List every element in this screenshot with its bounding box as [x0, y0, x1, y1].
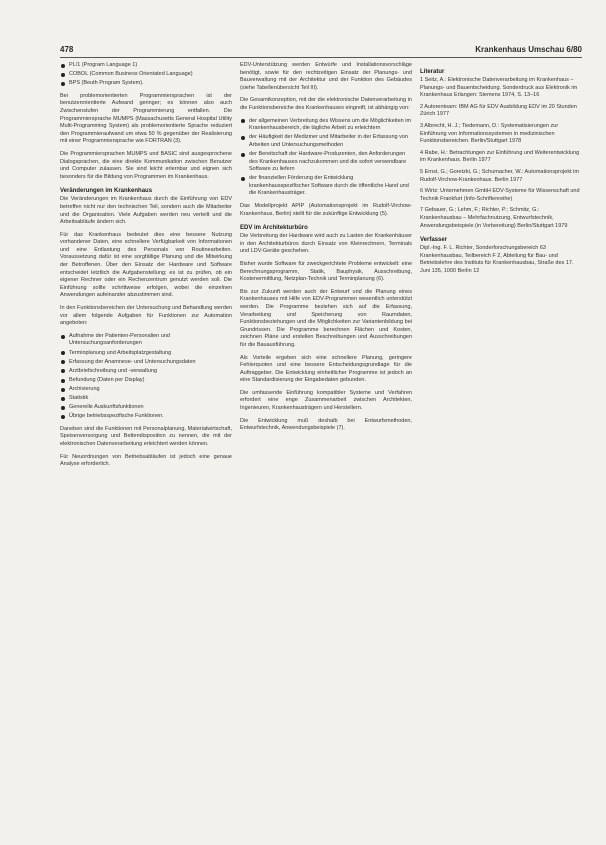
list-item: der allgemeinen Verbreitung des Wissens um die Möglichkeiten im Krankenhausbereich, die tägliche Arbeit zu erleichtern: [240, 118, 412, 133]
list-item: Statistik: [60, 395, 232, 403]
page-header: [60, 44, 582, 56]
paragraph: Das Modellprojekt APIP (Automationsprojekt im Rudolf-Virchow-Krankenhaus, Berlin) stellt für die zukünftige Entwicklung (5).: [240, 203, 412, 217]
function-list: [60, 333, 232, 421]
section-heading: Veränderungen im Krankenhaus: [60, 188, 153, 195]
list-item: der finanziellen Förderung der Entwicklung krankenhausspezifischer Software durch die öffentliche Hand und die Krankenhausträger.: [240, 175, 412, 198]
reference-item: 3 Albrecht, H. J.; Tiedemann, D.: Systematisierungen zur Einführung von Informationssystemen in medizinischen Funktionsbereichen. Berlin/Stuttgart 1978: [420, 122, 559, 145]
paragraph: Die Programmiersprachen MUMPS und BASIC sind ausgesprochene Dialogsprachen, die eine direkte Kommunikation zwischen Benutzer und Computer zulassen. Sie sind leicht erlernbar und eignen sich besonders für die Bildung von Programmen im Krankenhaus.: [60, 150, 232, 180]
paragraph: Bis zur Zukunft werden auch der Entwurf und die Planung eines Krankenhauses mit Hilfe von EDV-Programmen wesentlich unterstützt werden. Die Programme beziehen sich auf die Erfassung, Verarbeitung und Speicherung von Raumdaten, Funktionsbeziehungen und die Möglichkeiten zur Variantenbildung bei Grundrissen. Die Programme berechnen Flächen und Kosten, zeichnen Pläne und erstellen Beschreibungen und Ausschreibungen für die Bauausführung.: [240, 288, 412, 348]
paragraph: Die Verbreitung der Hardware wird auch zu Lasten der Krankenhäuser in den Architekturbüros durch Einsatz von Kleinrechnern, Terminals und LDV-Geräte geschehen.: [240, 233, 412, 255]
paragraph: Für das Krankenhaus bedeutet dies eine bessere Nutzung vorhandener Daten, eine schnellere Verfügbarkeit von Informationen und eine Entlastung des Personals von Routinearbeiten. Voraussetzung dafür ist eine sorgfältige Planung und die Mitwirkung der Betroffenen. Über den Einsatz der Hardware und Software entscheidet letztlich die Aufgabenstellung; es ist zu prüfen, ob ein eigener Rechner oder ein Rechenzentrum genutzt werden soll. Die Einführung sollte schrittweise erfolgen, wobei die einzelnen Anwendungen aufeinander abzustimmen sind.: [60, 231, 232, 299]
paragraph: Die umfassende Einführung kompatibler Systeme und Verfahren erfordert eine enge Zusammenarbeit zwischen Architekten, Ingenieuren, Krankenhausträgern und Herstellern.: [240, 389, 412, 412]
literature-heading: Literatur: [420, 69, 445, 75]
column-right: [420, 62, 582, 831]
author-info: Dipl.-Ing. F. L. Richter, Sonderforschungsbereich 63 Krankenhausbau, Teilbereich F 2, Abteilung für Bau- und Betriebslehre des Instituts für Krankenhausbau, Straße des 17. Juni 135, 1000 Berlin 12: [420, 245, 574, 274]
running-title: Krankenhaus Umschau 6/80: [475, 45, 582, 54]
reference-item: 7 Gebauer, G.; Lehm, F.; Richter, P.; Schmitz, G.: Krankenhausbau – Mehrfachnutzung, Entwurfstechnik, Anwendungsbeispiele (in Vorbereitung) Berlin/Stuttgart 1979: [420, 207, 568, 229]
paragraph: Bisher wurde Software für zweckgerichtete Probleme entwickelt: eine Berechnungsprogramm, Statik, Bauphysik, Ausschreibung, Kostenermittlung, Netzplan-Technik und Terminplanung (6).: [240, 260, 412, 283]
author-heading: Verfasser: [420, 237, 448, 244]
dependency-list: [240, 118, 412, 198]
reference-item: 5 Ernst, G.; Goretzki, G.; Schumacher, W.: Automationsprojekt im Rudolf-Virchow-Krankenhaus. Berlin 1977: [420, 168, 579, 183]
paragraph: EDV-Unterstützung werden Entwürfe und Installationsvorschläge benötigt, sowie für den rechtzeitigen Einsatz der Planungs- und Bauverwaltung mit der Architektur und der Funktion des Gebäudes (siehe Tabellenübersicht Teil III).: [240, 62, 412, 91]
list-item: PL/1 (Program Language 1): [60, 62, 232, 70]
list-item: der Bereitschaft der Hardware-Produzenten, den Anforderungen des Krankenhauses nachzukommen und die sofort verwendbare Software zu liefern: [240, 151, 412, 174]
reference-item: 6 Wirtz: Unternehmen GmbH EDV-Systeme für Wissenschaft und Technik Frankfurt (Info-Schriftenreihe): [420, 188, 580, 202]
paragraph: In den Funktionsbereichen der Untersuchung und Behandlung werden vor allem folgende Aufgaben für Funktionen zur Automation angeboten:: [60, 305, 232, 327]
list-item: Archivierung: [60, 386, 232, 394]
paragraph: Die Veränderungen im Krankenhaus durch die Einführung von EDV betreffen nicht nur den technischen Teil, sondern auch die Mitarbeiter und die Organisation. Viele Aufgaben werden neu verteilt und die Arbeitsabläufe ändern sich.: [60, 196, 232, 226]
section-heading: EDV im Architekturbüro: [240, 225, 308, 232]
list-item: Arztbriefschreibung und -verwaltung: [60, 368, 232, 376]
list-item: BPS (Beuth Program System).: [60, 80, 232, 88]
list-item: Befundung (Daten per Display): [60, 377, 232, 385]
list-item: Generelle Auskunftsfunktionen: [60, 404, 232, 412]
paragraph: Als Vorteile ergeben sich eine schnellere Planung, geringere Fehlerquoten und eine bessere Entscheidungsgrundlage für die Auftraggeber. Die Entwicklung einheitlicher Programme ist jedoch an eine Standardisierung der Eingabedaten gebunden.: [240, 354, 412, 384]
header-rule: [60, 57, 582, 58]
paragraph: Die Gesamtkonzeption, mit der die elektronische Datenverarbeitung in die Funktionsbereiche des Krankenhauses eingreift, ist abhängig von:: [240, 97, 412, 111]
reference-item: 2 Autorenteam: IBM AG für EDV Ausbildung EDV im 20 Stunden Zürich 1977: [420, 103, 577, 118]
column-left: [60, 62, 232, 831]
page-number: 478: [60, 45, 74, 54]
list-item: Erfassung der Anamnese- und Untersuchungsdaten: [60, 359, 232, 367]
list-item: der Häufigkeit der Mediziner und Mitarbeiter in der Erfassung von Arbeiten und Untersuchungsmethoden: [240, 134, 412, 149]
list-item: Übrige betriebsspezifische Funktionen.: [60, 413, 232, 421]
paragraph: Bei problemorientierten Programmiersprachen ist der benutzerorientierte Aufwand geringer; es können also auch Zwischenstufen der Programmierung entfallen. Die Programmiersprache MUMPS (Massachusetts General Hospital Utility Multi-Programming System) als problemorientierte Sprache reduziert den Programmieraufwand um etwa 50 % gegenüber der Realisierung mit einer Programmiersprache wie FORTRAN (3).: [60, 92, 232, 145]
list-item: Aufnahme der Patienten-Personalien und Untersuchungsanforderungen: [60, 333, 232, 348]
paragraph: Daneben sind die Funktionen mit Personalplanung, Materialwirtschaft, Speisenversorgung und Bettendisposition zu nennen, die mit der elektronischen Datenverarbeitung erleichtert werden können.: [60, 425, 232, 447]
column-middle: [240, 62, 412, 831]
list-item: COBOL (Common Business Orientated Language): [60, 71, 232, 79]
language-list: [60, 62, 232, 88]
list-item: Terminplanung und Arbeitsplatzgestaltung: [60, 350, 232, 358]
paragraph: Die Entwicklung muß deshalb bei Entwurfsmethoden, Entwurfstechnik, Anwendungsbeispiele (7).: [240, 417, 412, 432]
reference-item: 4 Rabe, H.: Betrachtungen zur Einführung und Weiterentwicklung im Krankenhaus. Berlin 1977: [420, 149, 580, 164]
reference-item: 1 Seitz, A.: Elektronische Datenverarbeitung im Krankenhaus – Planungs- und Bauentscheidung. Sonderdruck aus Elektronik im Krankenhaus Erlangen: Siemens 1974, S. 13–16: [420, 77, 578, 99]
paragraph: Für Neuordnungen von Betriebsabläufen ist jedoch eine genaue Analyse erforderlich.: [60, 453, 232, 468]
